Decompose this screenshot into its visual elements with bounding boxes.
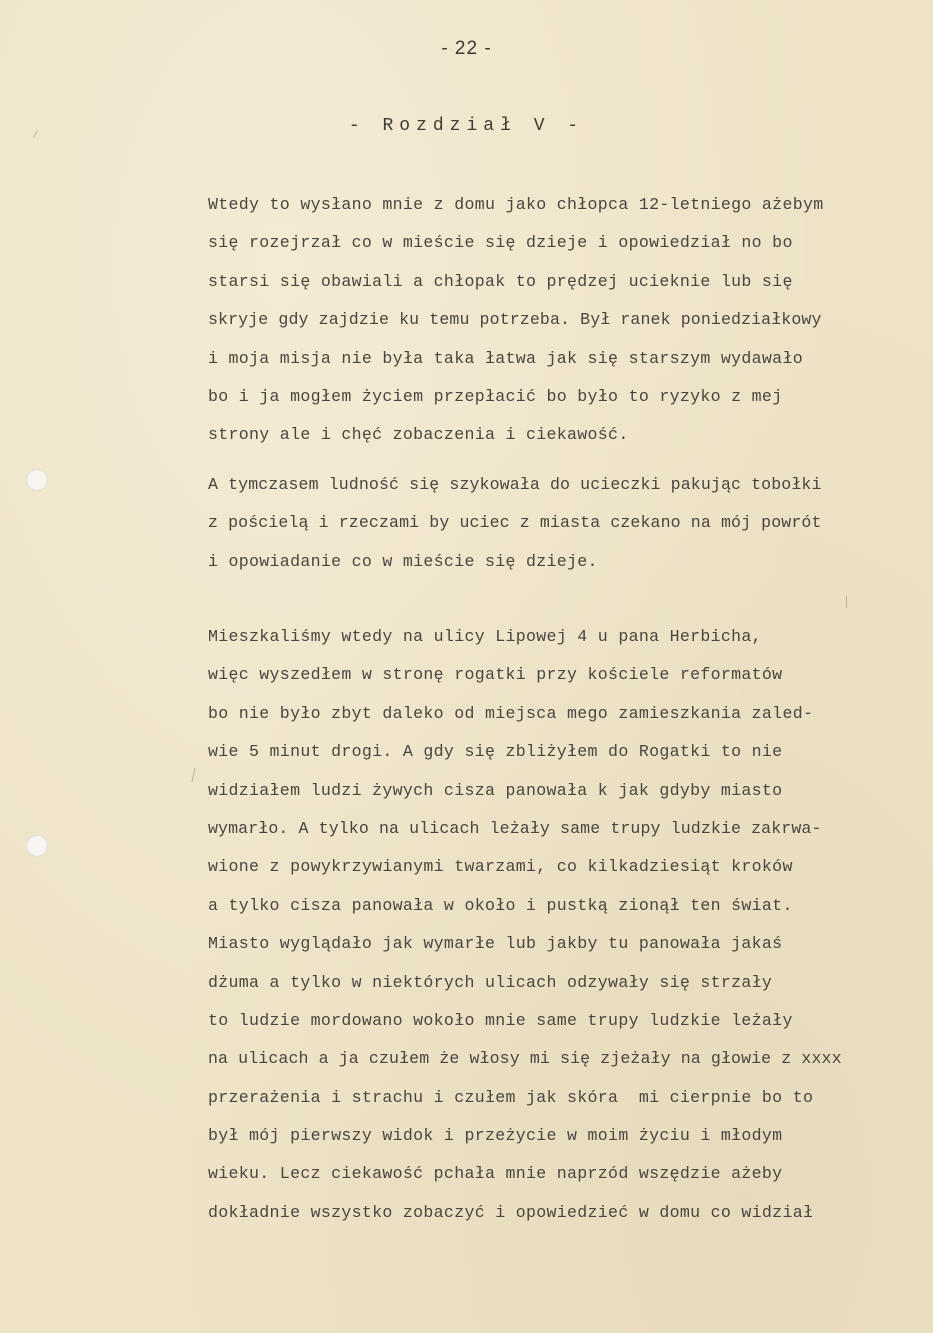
text-line: widziałem ludzi żywych cisza panowała k jak gdyby miasto	[208, 780, 783, 800]
text-line: dokładnie wszystko zobaczyć i opowiedzieć w domu co widział	[208, 1202, 814, 1222]
paper-speck	[846, 596, 847, 608]
text-line: się rozejrzał co w mieście się dzieje i opowiedział no bo	[208, 233, 793, 253]
text-line: Mieszkaliśmy wtedy na ulicy Lipowej 4 u pana Herbicha,	[208, 627, 762, 646]
chapter-title: - Rozdział V -	[348, 116, 585, 136]
text-line: strony ale i chęć zobaczenia i ciekawość.	[208, 425, 629, 445]
text-line: to ludzie mordowano wokoło mnie same trupy ludzkie leżały	[208, 1010, 793, 1030]
text-line: Wtedy to wysłano mnie z domu jako chłopca 12-letniego ażebym	[208, 195, 824, 214]
text-line: wieku. Lecz ciekawość pchała mnie naprzód wszędzie ażeby	[208, 1164, 783, 1184]
text-line: wymarło. A tylko na ulicach leżały same trupy ludzkie zakrwa-	[208, 818, 822, 838]
text-line: z pościelą i rzeczami by uciec z miasta czekano na mój powrót	[208, 513, 822, 533]
text-line: wione z powykrzywianymi twarzami, co kilkadziesiąt kroków	[208, 857, 793, 877]
text-line: a tylko cisza panowała w około i pustką zionął ten świat.	[208, 895, 793, 915]
text-line: A tymczasem ludność się szykowała do ucieczki pakując tobołki	[208, 475, 822, 494]
text-line: dżuma a tylko w niektórych ulicach odzywały się strzały	[208, 972, 773, 992]
text-line: bo i ja mogłem życiem przepłacić bo było to ryzyko z mej	[208, 386, 783, 406]
text-line: przerażenia i strachu i czułem jak skóra mi cierpnie bo to	[208, 1087, 814, 1107]
text-line: wie 5 minut drogi. A gdy się zbliżyłem do Rogatki to nie	[208, 742, 783, 762]
paragraph-1	[208, 186, 933, 455]
page-number: - 22 -	[441, 38, 492, 59]
text-line: i moja misja nie była taka łatwa jak się starszym wydawało	[208, 348, 803, 368]
paragraph-3	[208, 618, 933, 1232]
text-line: więc wyszedłem w stronę rogatki przy kościele reformatów	[208, 665, 783, 685]
text-line: i opowiadanie co w mieście się dzieje.	[208, 551, 598, 571]
punch-hole-top	[26, 469, 48, 491]
paper-speck	[192, 768, 196, 782]
text-line: na ulicach a ja czułem że włosy mi się zjeżały na głowie z xxxx	[208, 1049, 842, 1069]
punch-hole-bottom	[26, 835, 48, 857]
paragraph-2	[208, 466, 933, 581]
text-line: bo nie było zbyt daleko od miejsca mego zamieszkania zaled-	[208, 703, 814, 723]
text-line: był mój pierwszy widok i przeżycie w moim życiu i młodym	[208, 1126, 783, 1146]
text-line: skryje gdy zajdzie ku temu potrzeba. Był ranek poniedziałkowy	[208, 310, 822, 330]
text-line: Miasto wyglądało jak wymarłe lub jakby tu panowała jakaś	[208, 934, 783, 954]
text-line: starsi się obawiali a chłopak to prędzej ucieknie lub się	[208, 271, 793, 291]
